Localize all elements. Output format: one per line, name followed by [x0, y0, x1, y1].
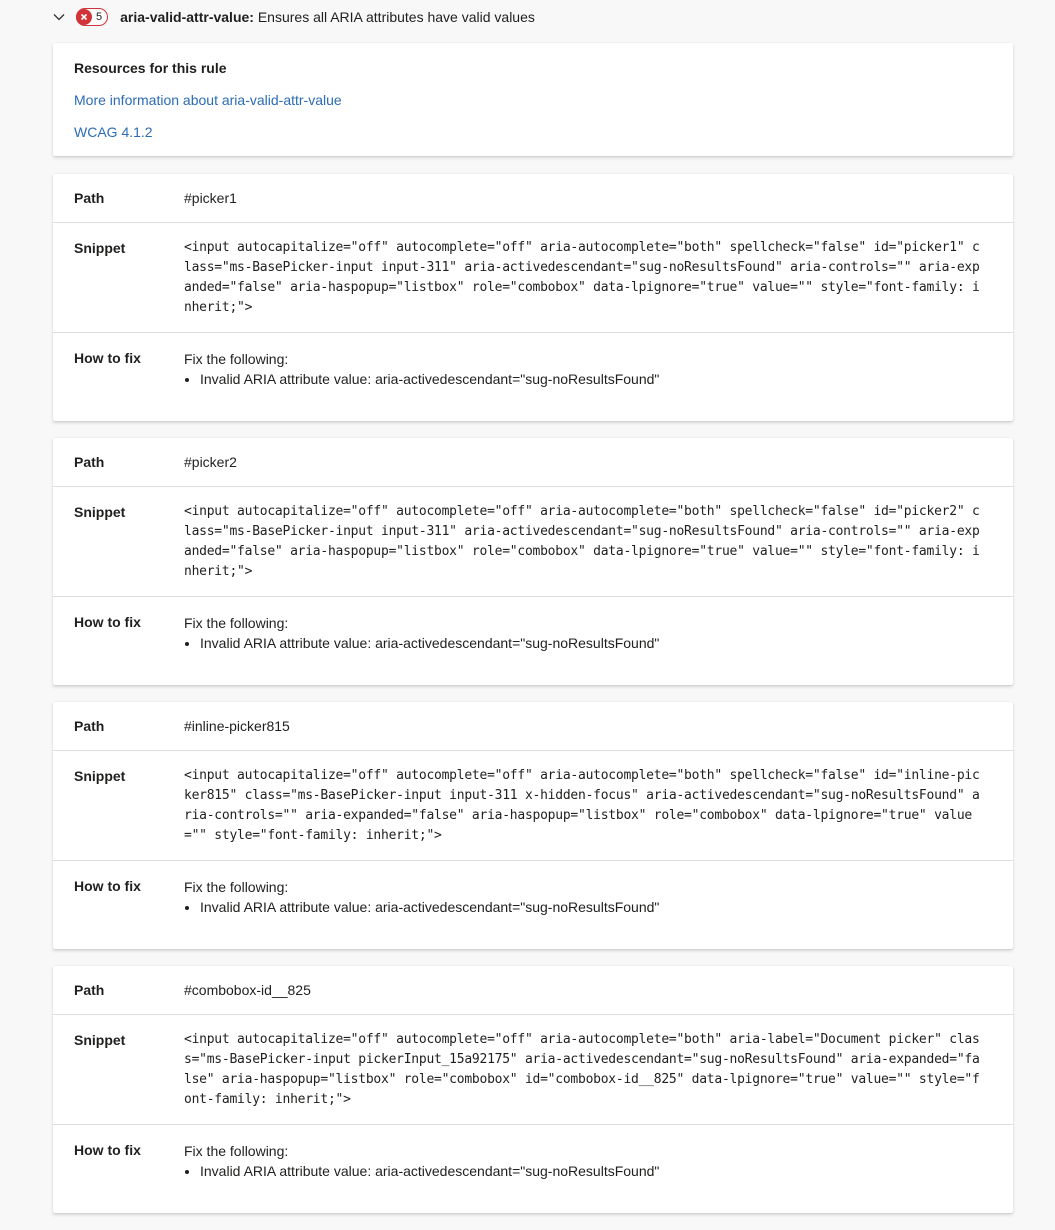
chevron-down-icon[interactable] [52, 10, 66, 24]
snippet-label: Snippet [74, 768, 126, 784]
snippet-label: Snippet [74, 240, 126, 256]
instance-card [53, 966, 1013, 1213]
fix-intro: Fix the following: [184, 1143, 289, 1159]
path-label: Path [74, 454, 105, 470]
path-row [53, 966, 1013, 1015]
failure-count: 5 [96, 11, 103, 23]
how-to-fix-value [184, 613, 659, 653]
path-label: Path [74, 190, 105, 206]
fix-item: • Invalid ARIA attribute value: aria-activedescendant="sug-noResultsFound" [200, 633, 659, 653]
how-to-fix-label: How to fix [74, 1142, 141, 1158]
path-value: #combobox-id__825 [184, 982, 311, 998]
snippet-row [53, 751, 1013, 861]
how-to-fix-label: How to fix [74, 350, 141, 366]
path-row [53, 702, 1013, 751]
failure-count-badge [76, 8, 108, 26]
snippet-value: <input autocapitalize="off" autocomplete="off" aria-autocomplete="both" spellcheck="false" id="picker2" class="ms-BasePicker-input input-311" aria-activedescendant="sug-noResultsFound" aria-controls="" aria-expanded="false" aria-haspopup="listbox" role="combobox" data-lpignore="true" value="" style="font-family: inherit;"> [184, 504, 980, 579]
snippet-label: Snippet [74, 504, 126, 520]
snippet-value: <input autocapitalize="off" autocomplete="off" aria-autocomplete="both" spellcheck="false" id="picker1" class="ms-BasePicker-input input-311" aria-activedescendant="sug-noResultsFound" aria-controls="" aria-expanded="false" aria-haspopup="listbox" role="combobox" data-lpignore="true" value="" style="font-family: inherit;"> [184, 240, 980, 315]
path-label: Path [74, 982, 105, 998]
fix-intro: Fix the following: [184, 879, 289, 895]
fix-intro: Fix the following: [184, 351, 289, 367]
how-to-fix-label: How to fix [74, 878, 141, 894]
snippet-row [53, 487, 1013, 597]
more-info-link[interactable]: More information about aria-valid-attr-value [74, 92, 342, 108]
fix-item: • Invalid ARIA attribute value: aria-activedescendant="sug-noResultsFound" [200, 897, 659, 917]
snippet-label: Snippet [74, 1032, 126, 1048]
path-value: #picker1 [184, 190, 237, 206]
instance-card [53, 702, 1013, 949]
how-to-fix-row [53, 597, 1013, 685]
rule-header[interactable] [52, 6, 535, 28]
snippet-row [53, 1015, 1013, 1125]
fix-list [184, 633, 659, 653]
how-to-fix-value [184, 877, 659, 917]
snippet-value: <input autocapitalize="off" autocomplete="off" aria-autocomplete="both" spellcheck="false" id="inline-picker815" class="ms-BasePicker-input input-311 x-hidden-focus" aria-activedescendant="sug-noResultsFound" aria-controls="" aria-expanded="false" aria-haspopup="listbox" role="combobox" data-lpignore="true" value="" style="font-family: inherit;"> [184, 768, 980, 843]
how-to-fix-row [53, 333, 1013, 421]
path-value: #picker2 [184, 454, 237, 470]
instance-card [53, 174, 1013, 421]
path-value: #inline-picker815 [184, 718, 290, 734]
path-row [53, 174, 1013, 223]
wcag-link[interactable]: WCAG 4.1.2 [74, 124, 153, 140]
how-to-fix-label: How to fix [74, 614, 141, 630]
fix-list [184, 897, 659, 917]
fix-list [184, 369, 659, 389]
resources-title: Resources for this rule [74, 60, 227, 76]
how-to-fix-row [53, 1125, 1013, 1213]
how-to-fix-value [184, 349, 659, 389]
path-row [53, 438, 1013, 487]
how-to-fix-value [184, 1141, 659, 1181]
rule-id: aria-valid-attr-value: [120, 9, 254, 25]
fix-item: • Invalid ARIA attribute value: aria-activedescendant="sug-noResultsFound" [200, 1161, 659, 1181]
how-to-fix-row [53, 861, 1013, 949]
path-label: Path [74, 718, 105, 734]
fix-list [184, 1161, 659, 1181]
error-x-icon [76, 9, 92, 25]
snippet-row [53, 223, 1013, 333]
snippet-value: <input autocapitalize="off" autocomplete="off" aria-autocomplete="both" aria-label="Document picker" class="ms-BasePicker-input pickerInput_15a92175" aria-activedescendant="sug-noResultsFound" aria-expanded="false" aria-haspopup="listbox" role="combobox" id="combobox-id__825" data-lpignore="true" value="" style="font-family: inherit;"> [184, 1032, 980, 1107]
fix-intro: Fix the following: [184, 615, 289, 631]
fix-item: • Invalid ARIA attribute value: aria-activedescendant="sug-noResultsFound" [200, 369, 659, 389]
resources-card [53, 43, 1013, 156]
rule-description: Ensures all ARIA attributes have valid values [253, 9, 535, 25]
instance-card [53, 438, 1013, 685]
